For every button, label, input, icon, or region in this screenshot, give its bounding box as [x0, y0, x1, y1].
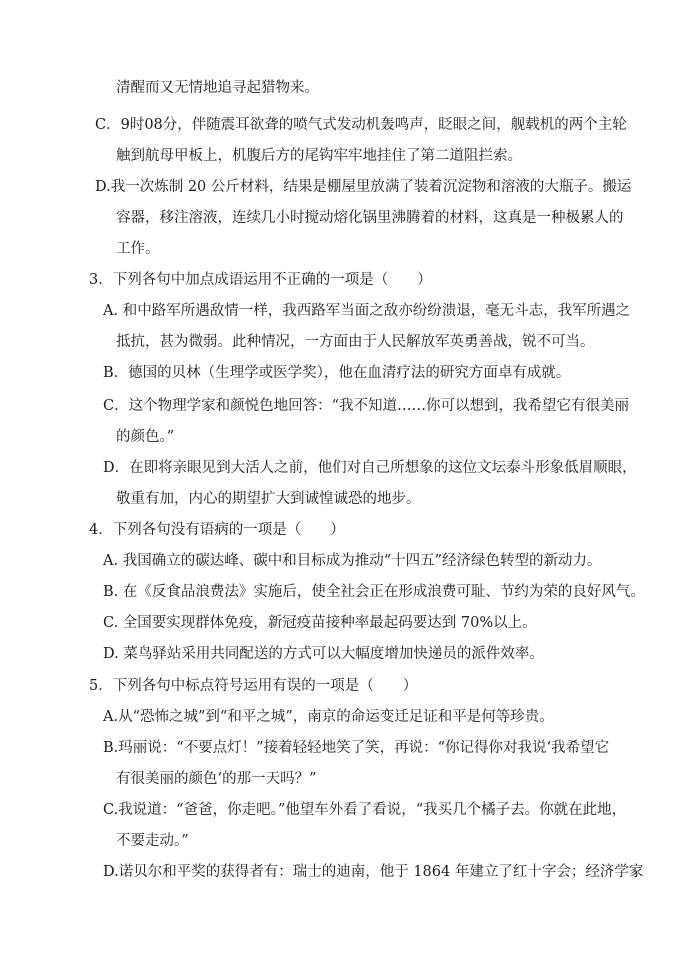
text-line: 有很美丽的颜色’的那一天吗？” [116, 771, 317, 787]
text-line: B．德国的贝林（生理学或医学奖），他在血清疗法的研究方面卓有成就。 [103, 365, 571, 381]
text-line: 工作。 [116, 241, 160, 257]
text-line: 抵抗，甚为微弱。此种情况，一方面由于人民解放军英勇善战，锐不可当。 [116, 334, 595, 350]
text-line: A.从“恐怖之城”到“和平之城”，南京的命运变迁足证和平是何等珍贵。 [103, 709, 554, 725]
text-line: 容器，移注溶液，连续几小时搅动熔化锅里沸腾着的材料，这真是一种极累人的 [116, 210, 624, 226]
text-line: C．这个物理学家和颜悦色地回答：“我不知道……你可以想到，我希望它有很美丽 [103, 398, 630, 414]
text-line: 敬重有加，内心的期望扩大到诚惶诚恐的地步。 [116, 491, 421, 507]
text-line: 清醒而又无情地追寻起猎物来。 [116, 80, 319, 96]
text-line: D. 菜鸟驿站采用共同配送的方式可以大幅度增加快递员的派件效率。 [103, 646, 544, 662]
text-line: B.玛丽说：“不要点灯！”接着轻轻地笑了笑，再说：“你记得你对我说‘我希望它 [103, 740, 610, 756]
text-line: A. 和中路军所遇敌情一样，我西路军当面之敌亦纷纷溃退，毫无斗志，我军所遇之 [103, 303, 631, 319]
text-line: A. 我国确立的碳达峰、碳中和目标成为推动“十四五”经济绿色转型的新动力。 [103, 553, 602, 569]
text-line: 不要走动。” [116, 833, 189, 849]
text-line: D.诺贝尔和平奖的获得者有：瑞士的迪南，他于 1864 年建立了红十字会；经济学家 [103, 864, 644, 880]
question-heading: 4．下列各句没有语病的一项是（ ） [89, 522, 345, 538]
text-line: B. 在《反食品浪费法》实施后，使全社会正在形成浪费可耻、节约为荣的良好风气。 [103, 584, 645, 600]
text-line: D.我一次炼制 20 公斤材料，结果是棚屋里放满了装着沉淀物和溶液的大瓶子。搬运 [95, 179, 632, 195]
text-line: D．在即将亲眼见到大活人之前，他们对自己所想象的这位文坛泰斗形象低眉顺眼， [103, 460, 637, 476]
text-line: 的颜色。” [116, 429, 175, 445]
text-line: C. 全国要实现群体免疫，新冠疫苗接种率最起码要达到 70%以上。 [103, 615, 537, 631]
text-line: C.我说道：“爸爸，你走吧。”他望车外看了看说，“我买几个橘子去。你就在此地， [103, 802, 627, 818]
question-heading: 3．下列各句中加点成语运用不正确的一项是（ ） [89, 272, 432, 288]
text-line: 触到航母甲板上，机腹后方的尾钩牢牢地挂住了第二道阻拦索。 [116, 148, 522, 164]
text-line: C．9时08分，伴随震耳欲聋的喷气式发动机轰鸣声，眨眼之间，舰载机的两个主轮 [95, 117, 627, 133]
question-heading: 5．下列各句中标点符号运用有误的一项是（ ） [89, 678, 418, 694]
